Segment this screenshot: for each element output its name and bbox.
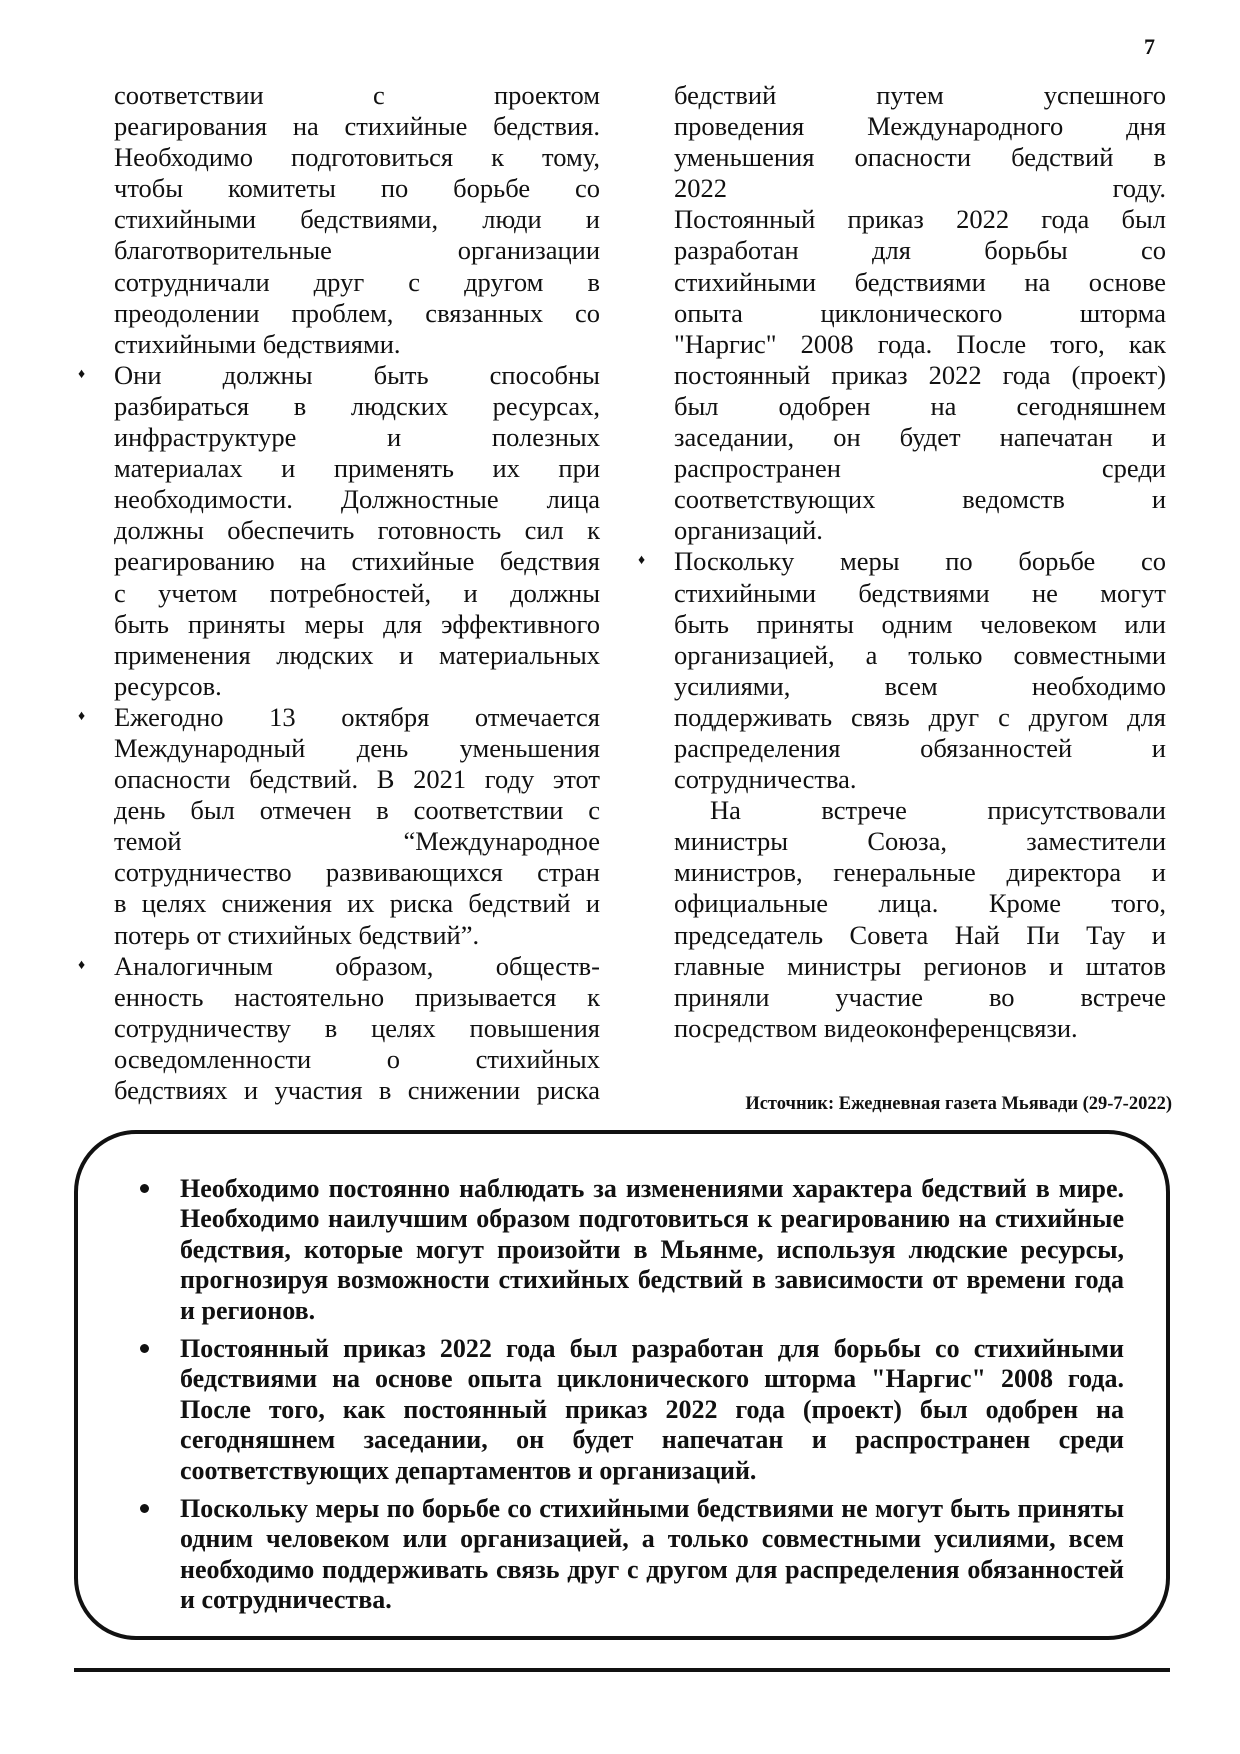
- text-line: реагированию на стихийные бедствия: [114, 546, 600, 577]
- right-column: [638, 80, 1166, 1044]
- summary-item: [138, 1334, 1124, 1486]
- text-line: стихийными бедствиями не могут: [674, 577, 1166, 608]
- text-line: Они должны быть способны: [114, 359, 600, 390]
- text-line: поддерживать связь друг с другом для: [674, 701, 1166, 732]
- bullet-item: [78, 360, 600, 702]
- text-line: соответствии с проектом: [114, 80, 600, 110]
- summary-item-text: Необходимо постоянно наблюдать за изменениями характера бедствий в мире. Необходимо наилучшим образом подготовиться к реагированию на стихийные бедствия, которые могут произойти в Мьянме, используя людские ресурсы, прогнозируя возможности стихийных бедствий в зависимости от времени года и регионов.: [180, 1174, 1124, 1325]
- left-intro-paragraph: [78, 80, 600, 360]
- text-line: бедствиях и участия в снижении риска: [114, 1075, 600, 1105]
- text-line: сотрудничали друг с другом в: [114, 266, 600, 297]
- text-line: усилиями, всем необходимо: [674, 670, 1166, 701]
- text-line: председатель Совета Най Пи Тау и: [674, 919, 1166, 950]
- text-line: сотрудничество развивающихся стран: [114, 857, 600, 888]
- text-line: быть приняты одним человеком или: [674, 608, 1166, 639]
- text-line: бедствий путем успешного: [674, 80, 1166, 110]
- text-line: сотрудничеству в целях повышения: [114, 1012, 600, 1043]
- text-line: инфраструктуре и полезных: [114, 422, 600, 453]
- text-line: приняли участие во встрече: [674, 981, 1166, 1012]
- text-line: реагирования на стихийные бедствия.: [114, 111, 600, 142]
- text-line: посредством видеоконференцсвязи.: [674, 1012, 1078, 1043]
- summary-item: [138, 1494, 1124, 1616]
- source-citation: Источник: Ежедневная газета Мьявади (29-7-2022): [745, 1094, 1172, 1114]
- text-line: Международный день уменьшения: [114, 732, 600, 763]
- text-line: ресурсов.: [114, 670, 222, 701]
- diamond-bullet-icon: ♦: [78, 708, 86, 724]
- text-line: разбираться в людских ресурсах,: [114, 390, 600, 421]
- text-line: На встрече присутствовали: [710, 795, 1166, 826]
- summary-item-text: Поскольку меры по борьбе со стихийными бедствиями не могут быть приняты одним человеком или организацией, а только совместными усилиями, всем необходимо поддерживать связь друг с другом для распределения обязанностей и сотрудничества.: [180, 1494, 1124, 1615]
- text-line: должны обеспечить готовность сил к: [114, 515, 600, 546]
- text-line: енность настоятельно призывается к: [114, 981, 600, 1012]
- bullet-item: [78, 951, 600, 1106]
- summary-list: [138, 1174, 1124, 1624]
- text-line: опасности бедствий. В 2021 году этот: [114, 764, 600, 795]
- text-line: благотворительные организации: [114, 235, 600, 266]
- text-line: с учетом потребностей, и должны: [114, 577, 600, 608]
- text-line: потерь от стихийных бедствий”.: [114, 919, 480, 950]
- text-line: официальные лица. Кроме того,: [674, 888, 1166, 919]
- text-line: стихийными бедствиями, люди и: [114, 204, 600, 235]
- bullet-dot-icon: [140, 1184, 149, 1193]
- diamond-bullet-icon: ♦: [638, 553, 646, 569]
- bottom-divider: [74, 1668, 1170, 1672]
- text-line: заседании, он будет напечатан и: [674, 422, 1166, 453]
- bullet-item: [78, 702, 600, 951]
- text-line: стихийными бедствиями на основе: [674, 266, 1166, 297]
- text-line: разработан для борьбы со: [674, 235, 1166, 266]
- diamond-bullet-icon: ♦: [78, 366, 86, 382]
- text-line: в целях снижения их риска бедствий и: [114, 888, 600, 919]
- text-line: главные министры регионов и штатов: [674, 950, 1166, 981]
- diamond-bullet-icon: ♦: [78, 957, 86, 973]
- bullet-dot-icon: [140, 1344, 149, 1353]
- text-line: министров, генеральные директора и: [674, 857, 1166, 888]
- text-line: сотрудничества.: [674, 764, 857, 795]
- summary-item: [138, 1174, 1124, 1326]
- text-line: чтобы комитеты по борьбе со: [114, 173, 600, 204]
- text-line: организаций.: [674, 515, 823, 546]
- text-line: стихийными бедствиями.: [114, 328, 401, 359]
- text-line: опыта циклонического шторма: [674, 297, 1166, 328]
- summary-item-text: Постоянный приказ 2022 года был разработан для борьбы со стихийными бедствиями на основе опыта циклонического шторма "Наргис" 2008 года. После того, как постоянный приказ 2022 года (проект) был одобрен на сегодняшнем заседании, он будет напечатан и распространен среди соответствующих департаментов и организаций.: [180, 1334, 1124, 1485]
- text-line: Необходимо подготовиться к тому,: [114, 142, 600, 173]
- text-line: был одобрен на сегодняшнем: [674, 390, 1166, 421]
- summary-box: [74, 1130, 1170, 1640]
- text-line: организацией, а только совместными: [674, 639, 1166, 670]
- text-line: постоянный приказ 2022 года (проект): [674, 359, 1166, 390]
- text-line: министры Союза, заместители: [674, 826, 1166, 857]
- text-line: быть приняты меры для эффективного: [114, 608, 600, 639]
- text-line: день был отмечен в соответствии с: [114, 795, 600, 826]
- text-line: Постоянный приказ 2022 года был: [674, 204, 1166, 235]
- text-line: материалах и применять их при: [114, 453, 600, 484]
- text-line: распределения обязанностей и: [674, 732, 1166, 763]
- text-line: необходимости. Должностные лица: [114, 484, 600, 515]
- text-line: темой “Международное: [114, 826, 600, 857]
- text-line: применения людских и материальных: [114, 639, 600, 670]
- text-line: Ежегодно 13 октября отмечается: [114, 701, 600, 732]
- right-closing-paragraph: [638, 795, 1166, 1044]
- text-line: уменьшения опасности бедствий в: [674, 142, 1166, 173]
- text-line: Аналогичным образом, обществ-: [114, 950, 600, 981]
- text-line: 2022 году.: [674, 173, 1166, 204]
- text-line: распространен среди: [674, 453, 1166, 484]
- right-intro-paragraph: [638, 80, 1166, 546]
- left-column: [78, 80, 600, 1106]
- text-line: проведения Международного дня: [674, 111, 1166, 142]
- text-line: Поскольку меры по борьбе со: [674, 546, 1166, 577]
- text-line: преодолении проблем, связанных со: [114, 297, 600, 328]
- text-line: соответствующих ведомств и: [674, 484, 1166, 515]
- page-number: 7: [1144, 34, 1155, 59]
- text-line: "Наргис" 2008 года. После того, как: [674, 328, 1166, 359]
- bullet-item: [638, 546, 1166, 795]
- text-line: осведомленности о стихийных: [114, 1043, 600, 1074]
- bullet-dot-icon: [140, 1504, 149, 1513]
